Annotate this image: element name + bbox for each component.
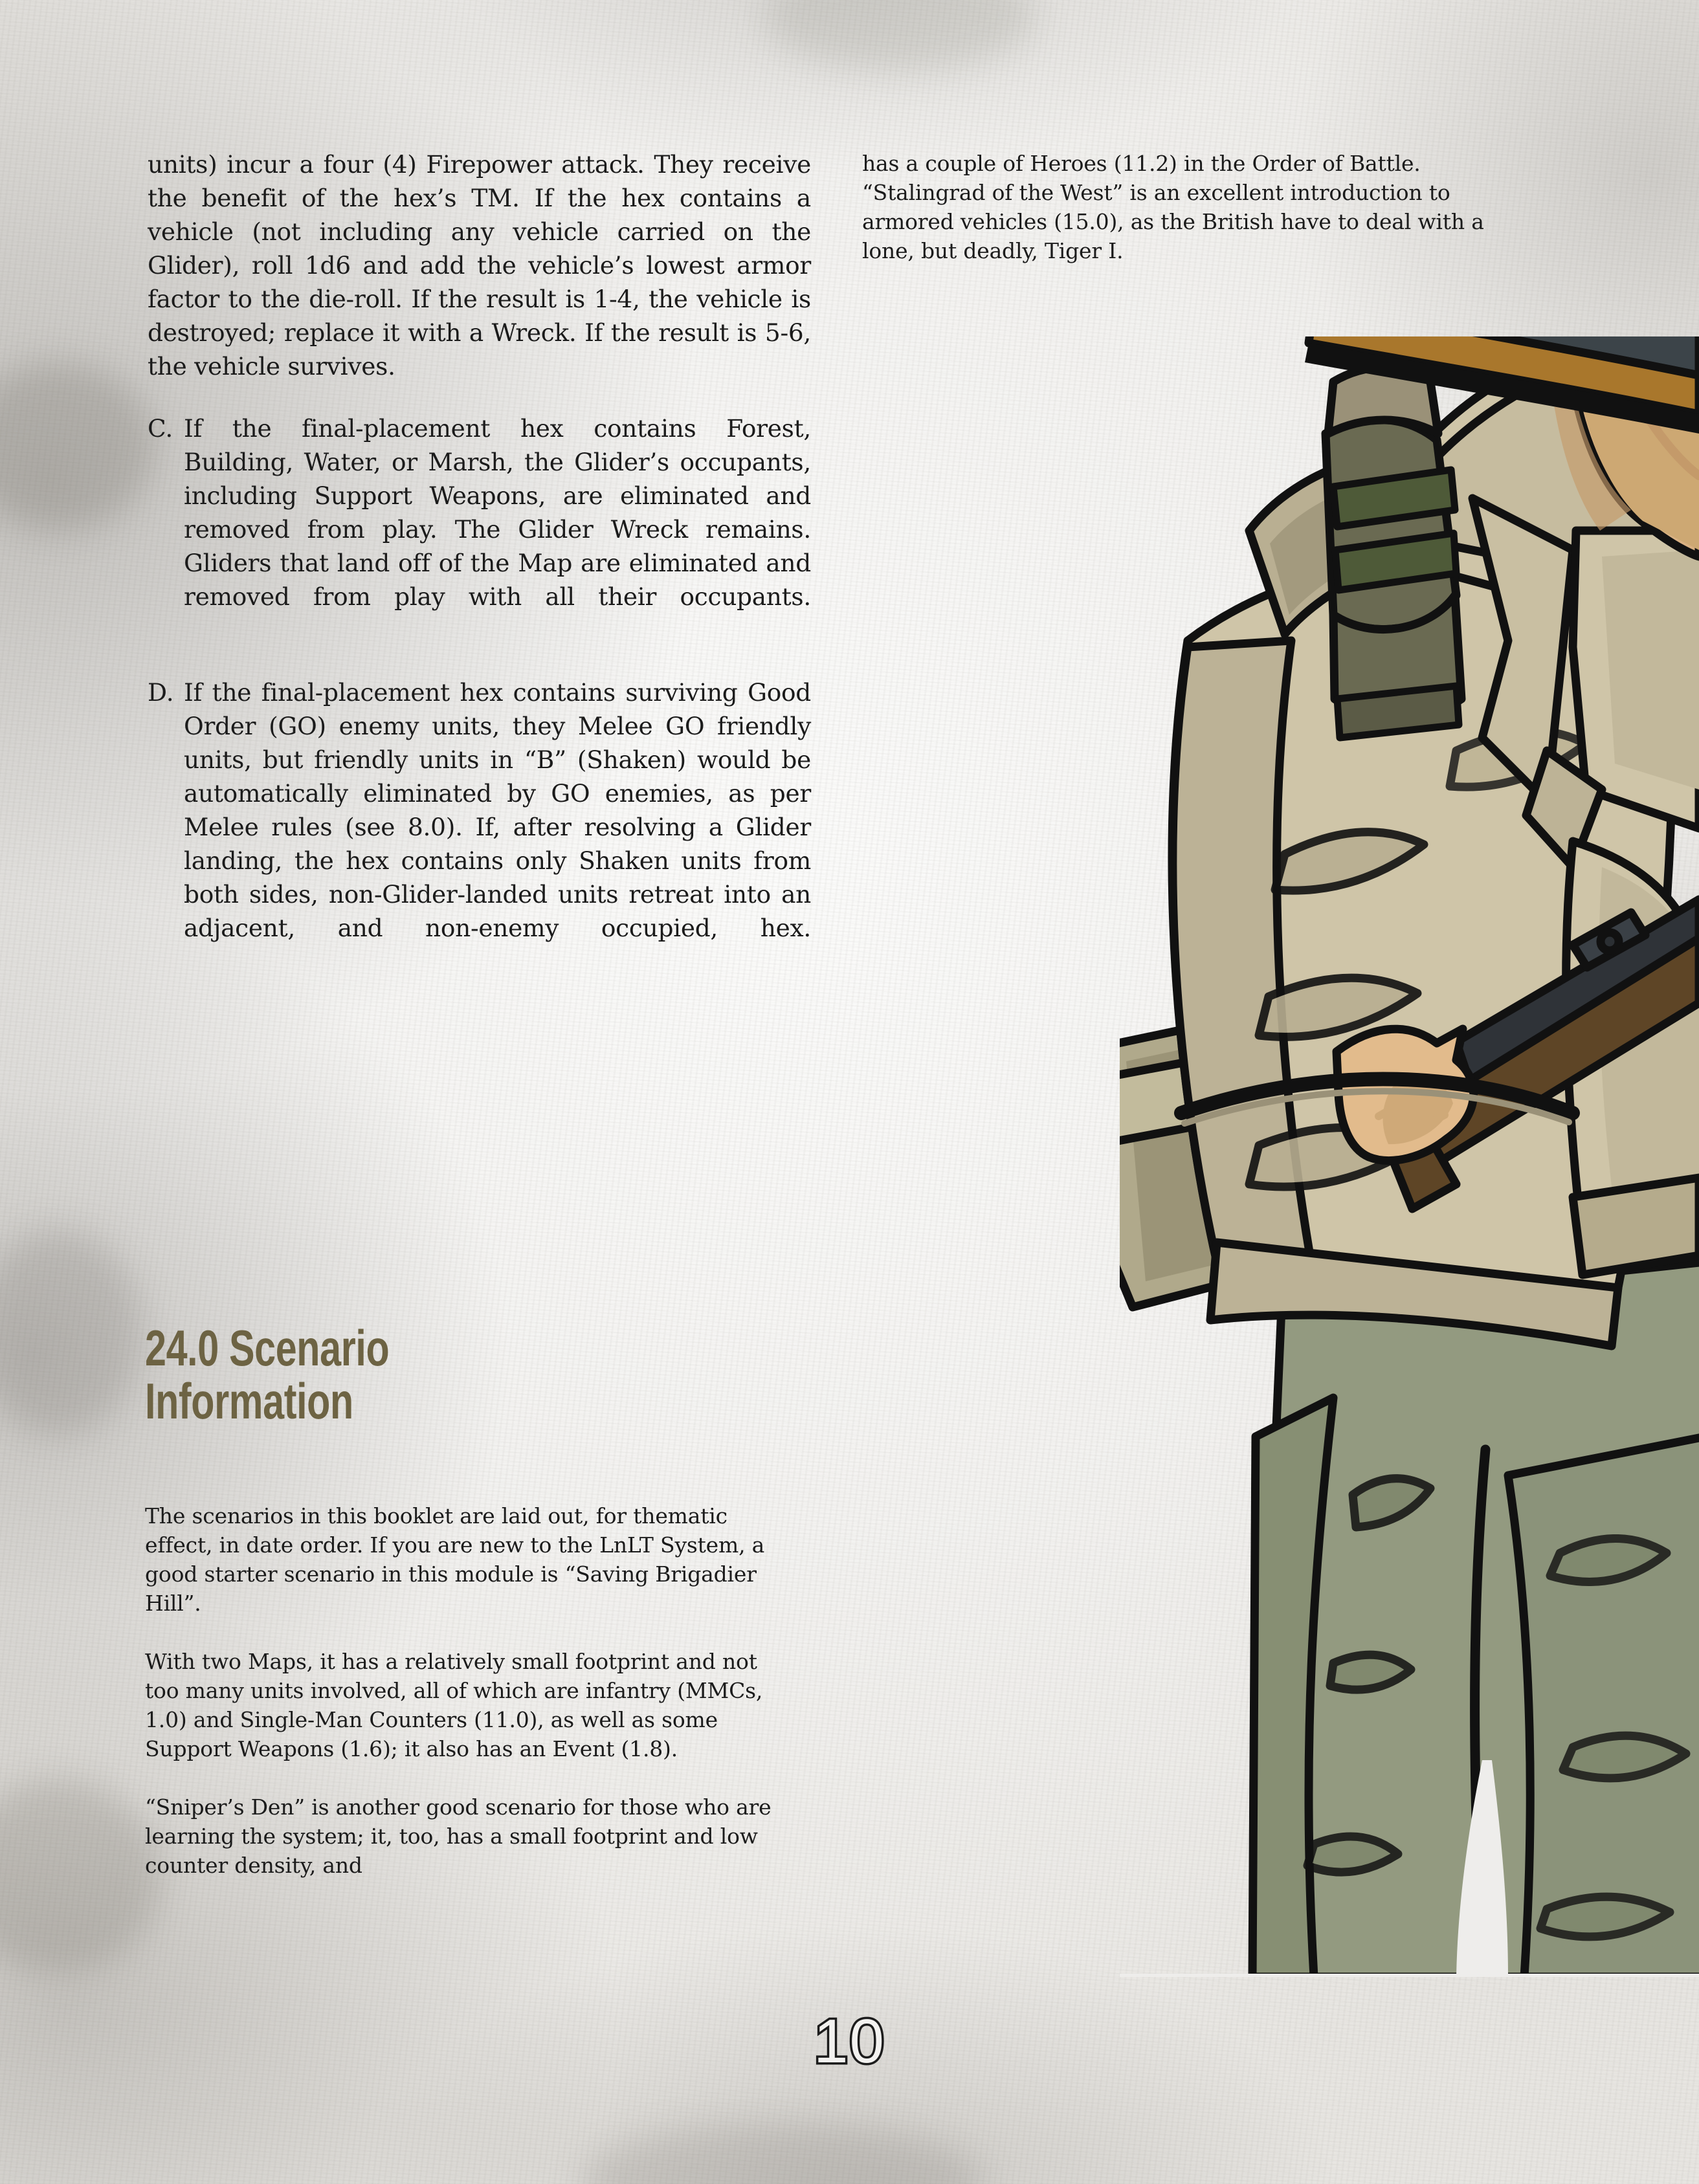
page-number: 10 (814, 2007, 885, 2076)
paratrooper-soldier-illustration (1120, 336, 1699, 1977)
rule-item-c-text: If the final-placement hex contains Forest, Building, Water, or Marsh, the Glider’s occupants, including Support Weapons, are eliminated and removed from play. The Glider Wreck remains. Gliders that land off of the Map are eliminated and removed from play with all their occupants. (184, 414, 811, 611)
rule-item-d (148, 676, 811, 978)
right-column-paragraph: has a couple of Heroes (11.2) in the Order of Battle. “Stalingrad of the West” is an excellent introduction to armored vehicles (15.0), as the British have to deal with a lone, but deadly, Tiger I. (862, 151, 1484, 263)
paper-stain (0, 362, 155, 531)
right-text-column (862, 149, 1516, 265)
paper-stain (583, 2123, 984, 2184)
rule-item-c-marker: C. (148, 414, 173, 443)
left-text-column (148, 148, 811, 1007)
paper-stain (764, 0, 1036, 71)
continued-paragraph: units) incur a four (4) Firepower attack. They receive the benefit of the hex’s TM. If the hex contains a vehicle (not including any vehicle carried on the Glider), roll 1d6 and add the vehicle’s lowest armor factor to the die-roll. If the result is 1-4, the vehicle is destroyed; replace it with a Wreck. If the result is 5-6, the vehicle survives. (148, 150, 811, 381)
page-title: 24.0 Scenario Information (145, 1319, 390, 1430)
scenario-paragraph-3: “Sniper’s Den” is another good scenario for those who are learning the system; it, too, has a small footprint and low counter density, and (145, 1794, 772, 1878)
scenario-information-body (145, 1501, 792, 1880)
scenario-paragraph-1: The scenarios in this booklet are laid out, for thematic effect, in date order. If you are new to the LnLT System, a good starter scenario in this module is “Saving Brigadier Hill”. (145, 1503, 765, 1616)
rule-item-d-text: If the final-placement hex contains surviving Good Order (GO) enemy units, they Melee GO friendly units, but friendly units in “B” (Shaken) would be automatically eliminated by GO enemies, as per Melee rules (see 8.0). If, after resolving a Glider landing, the hex contains only Shaken units from both sides, non-Glider-landed units retreat into an adjacent, and non-enemy occupied, hex. (184, 678, 811, 942)
rule-item-d-marker: D. (148, 678, 174, 707)
paper-stain (0, 1780, 162, 1974)
scenario-paragraph-2: With two Maps, it has a relatively small footprint and not too many units involved, all of which are infantry (MMCs, 1.0) and Single-Man Counters (11.0), as well as some Support Weapons (1.6); it also has an Event (1.8). (145, 1649, 763, 1761)
paper-stain (0, 1230, 142, 1437)
rule-item-c (148, 412, 811, 647)
